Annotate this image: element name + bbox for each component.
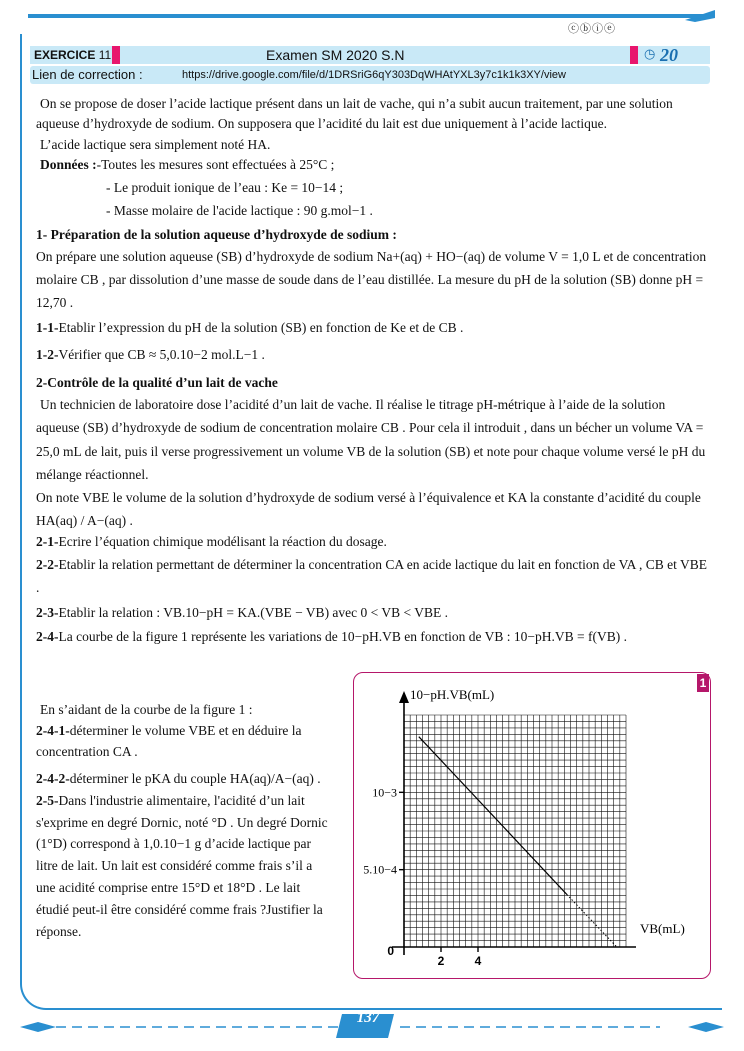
data-label: Données :: [40, 156, 97, 172]
left-column-questions: [36, 700, 334, 943]
part2-title: 2-Contrôle de la qualité d’un lait de vache: [36, 374, 278, 390]
data-line-1: [40, 155, 708, 175]
question-1-2: [36, 345, 708, 365]
question-2-1-text: Ecrire l’équation chimique modélisant la réaction du dosage.: [58, 534, 387, 550]
exam-title: Examen SM 2020 S.N: [266, 47, 405, 63]
figure-1-chart: [354, 673, 706, 973]
correction-label: Lien de correction :: [32, 67, 143, 82]
question-2-2-text: Etablir la relation permettant de déterminer la concentration CA en acide lactique du lait en fonction de VA , CB et VBE .: [36, 556, 708, 595]
question-2-5-text: Dans l'industrie alimentaire, l'acidité d’un lait s'exprime en degré Dornic, noté °D . Un degré Dornic (1°D) correspond à 1,0.10−1 g d’acide lactique par litre de lait. Un lait est considéré comme frais s’il a une acidité comprise entre 15°D et 18°D . Le lait étudié peut-il être considéré comme frais ?Justifier la réponse.: [36, 792, 328, 939]
question-2-4-2: [36, 769, 334, 790]
exercise-label: [34, 48, 111, 62]
intro-notation: L’acide lactique sera simplement noté HA.: [40, 136, 271, 152]
data-molar-mass: - Masse molaire de l'acide lactique : 90 g.mol−1 .: [106, 203, 373, 219]
question-2-3-number: 2-3-: [36, 605, 59, 621]
x-tick-label: 4: [474, 954, 482, 968]
x-tick-label: 2: [437, 954, 445, 968]
page-number: 137: [356, 1010, 380, 1026]
series-line-extrapolated: [567, 894, 617, 947]
clock-icon: ◷: [644, 47, 656, 62]
question-1-1-text: Etablir l’expression du pH de la solution (SB) en fonction de Ke et de CB .: [58, 320, 464, 336]
y-tick-label: 5.10−4: [363, 862, 397, 877]
question-1-1-number: 1-1-: [36, 320, 59, 336]
correction-link-bar: [30, 66, 710, 84]
exercise-number: 11: [98, 48, 112, 62]
x-axis-label: VB(mL): [640, 921, 685, 936]
data-temperature: -Toutes les mesures sont effectuées à 25°C ;: [96, 156, 335, 172]
question-1-2-number: 1-2-: [36, 346, 59, 362]
question-1-1: [36, 318, 708, 338]
exercise-body: [36, 94, 708, 648]
figure-number: 1: [697, 674, 709, 692]
question-2-3-text: Etablir la relation : VB.10−pH = KA.(VBE − VB) avec 0 < VB < VBE .: [58, 605, 449, 621]
exercise-word: EXERCICE: [34, 48, 96, 62]
y-axis-label: 10−pH.VB(mL): [410, 687, 495, 702]
exercise-header: [30, 46, 710, 64]
question-2-4-1: [36, 721, 334, 763]
question-2-2: [36, 553, 708, 599]
origin-label: 0: [387, 944, 394, 958]
question-2-4-1-number: 2-4-1-: [36, 722, 70, 738]
part2-notation: On note VBE le volume de la solution d’hydroxyde de sodium versé à l’équivalence et KA la constante d’acidité du couple HA(aq) / A−(aq) .: [36, 490, 701, 529]
question-2-5-number: 2-5-: [36, 792, 59, 808]
figure-intro: En s’aidant de la courbe de la figure 1 :: [40, 702, 253, 717]
question-2-4-2-text: déterminer le pKA du couple HA(aq)/A−(aq) .: [69, 770, 321, 786]
question-2-1: [36, 532, 708, 552]
intro-paragraph: On se propose de doser l’acide lactique présent dans un lait de vache, qui n’a subit aucun traitement, par une solution aqueuse d’hydroxyde de sodium. On supposera que l’acidité du lait est due uniquement à l’acide lactique.: [36, 96, 673, 132]
question-2-4-1-text: déterminer le volume VBE et en déduire la concentration CA .: [36, 722, 302, 759]
correction-link[interactable]: https://drive.google.com/file/d/1DRSriG6qY303DqWHAtYXL3y7c1k1k3XY/view: [182, 69, 566, 81]
question-2-3: [36, 603, 708, 623]
chart-grid: [404, 715, 626, 947]
question-2-4-text: La courbe de la figure 1 représente les variations de 10−pH.VB en fonction de VB : 10−pH.VB = f(VB) .: [58, 629, 627, 645]
exercise-duration: 20: [660, 45, 678, 65]
header-accent-right: [630, 46, 638, 64]
part2-text: Un technicien de laboratoire dose l’acidité d’un lait de vache. Il réalise le titrage pH-métrique à l’aide de la solution aqueuse (SB) d’hydroxyde de sodium de concentration molaire CB . Pour cela il introduit , dans un bécher un volume VA = 25,0 mL de lait, puis il verse progressivement un volume VB de la solution (SB) et note pour chaque volume versé le pH du mélange réactionnel.: [36, 397, 706, 482]
question-2-4-2-number: 2-4-2-: [36, 770, 70, 786]
question-2-2-number: 2-2-: [36, 556, 59, 572]
question-2-1-number: 2-1-: [36, 534, 59, 550]
part1-title: 1- Préparation de la solution aqueuse d’hydroxyde de sodium :: [36, 226, 397, 242]
question-1-2-text: Vérifier que CB ≈ 5,0.10−2 mol.L−1 .: [58, 346, 265, 362]
y-axis-arrow-icon: [399, 691, 409, 703]
chart-labels: [363, 687, 685, 968]
top-rule: [28, 14, 714, 18]
y-tick-label: 10−3: [372, 785, 397, 800]
data-ionic-product: - Le produit ionique de l’eau : Ke = 10−14 ;: [106, 180, 344, 195]
license-icons: ⓒⓑⓘⓔ: [568, 22, 616, 35]
question-2-5: [36, 790, 334, 943]
question-2-4: [36, 627, 708, 647]
chart-series: [419, 737, 617, 947]
part1-text: On prépare une solution aqueuse (SB) d’hydroxyde de sodium Na+(aq) + HO−(aq) de volume V = 1,0 L et de concentration molaire CB , par dissolution d’une masse de soude dans de l’eau distillée. La mesure du pH de la solution (SB) donne pH = 12,70 .: [36, 248, 707, 311]
figure-1-frame: [353, 672, 711, 979]
question-2-4-number: 2-4-: [36, 629, 59, 645]
header-accent-left: [112, 46, 120, 64]
